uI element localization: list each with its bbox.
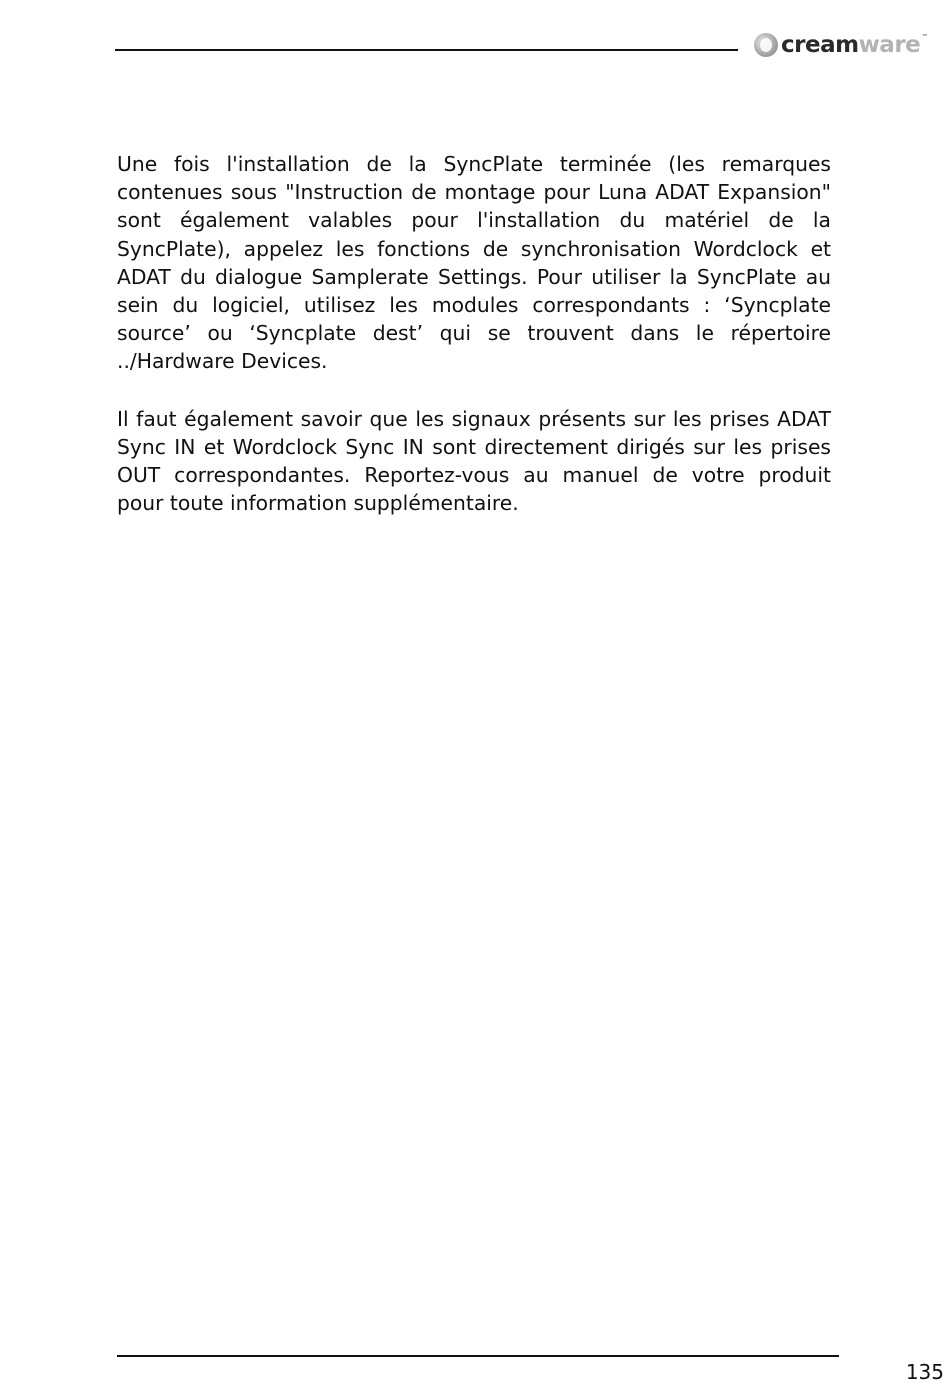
- logo-mark-icon: [754, 33, 778, 57]
- footer-rule: [117, 1355, 839, 1357]
- header-rule: [115, 49, 738, 51]
- creamware-logo: [754, 29, 928, 61]
- logo-text-cream: cream: [781, 32, 859, 58]
- body-text: [117, 150, 831, 546]
- paragraph-sync-signals: Il faut également savoir que les signaux présents sur les prises ADAT Sync IN et Wordclock Sync IN sont directement dirigés sur les prises OUT correspondantes. Reportez-vous au manuel de votre produit pour toute information supplémentaire.: [117, 406, 831, 516]
- paragraph-syncplate-installation: Une fois l'installation de la SyncPlate terminée (les remarques contenues sous "Instruction de montage pour Luna ADAT Expansion" sont également valables pour l'installation du matériel de la SyncPlate), appelez les fonctions de synchronisation Wordclock et ADAT du dialogue Samplerate Settings. Pour utiliser la SyncPlate au sein du logiciel, utilisez les modules correspondants : ‘Syncplate source’ ou ‘Syncplate dest’ qui se trouvent dans le répertoire ../Hardware Devices.: [117, 152, 831, 374]
- logo-text-ware: ware: [858, 32, 921, 58]
- page-number: 135: [905, 1360, 944, 1384]
- logo-trademark: ™: [921, 33, 929, 41]
